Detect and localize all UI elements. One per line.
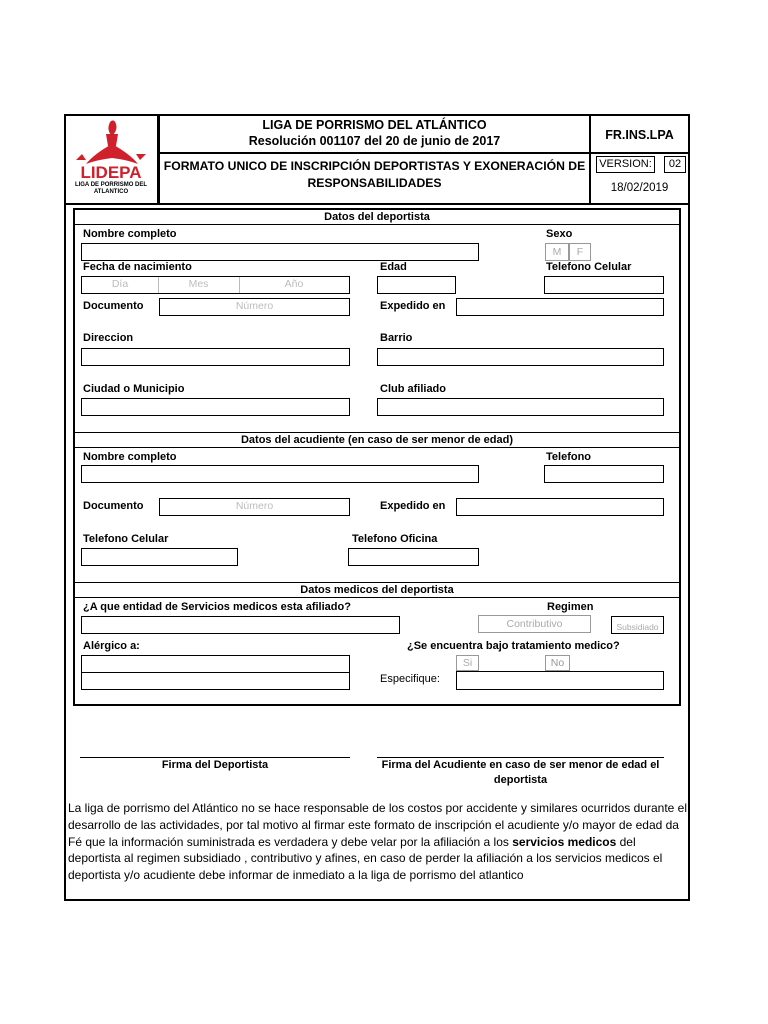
regime-label: Regimen [547, 601, 594, 613]
form-code: FR.INS.LPA [605, 128, 674, 142]
document-label: Documento [83, 300, 144, 312]
allergic-input-1[interactable] [81, 655, 350, 673]
title-cell-top [158, 114, 591, 154]
sex-label: Sexo [546, 228, 573, 240]
city-input[interactable] [81, 398, 350, 416]
disclaimer-text-2: del deportista al regimen subsidiado , contributivo y afines, en caso de perder la afiliación a los servicios medicos el deportista y/o acudiente debe informar de inmediato a la liga de porrismo del atlantico [68, 834, 663, 883]
entity-label: ¿A que entidad de Servicios medicos esta afiliado? [83, 601, 351, 613]
guardian-cell-input[interactable] [81, 548, 238, 566]
specify-input[interactable] [456, 671, 664, 690]
guardian-document-input[interactable] [159, 498, 350, 516]
athlete-section-title: Datos del deportista [73, 209, 681, 225]
guardian-issued-input[interactable] [456, 498, 664, 516]
birth-label: Fecha de nacimiento [83, 261, 192, 273]
guardian-signature-label: Firma del Acudiente en caso de ser menor de edad el deportista [381, 759, 660, 786]
issued-input[interactable] [456, 298, 664, 316]
neighborhood-label: Barrio [380, 332, 413, 344]
guardian-phone-label: Telefono [546, 451, 592, 463]
code-cell [589, 114, 690, 154]
athlete-signature-line[interactable] [80, 757, 350, 758]
city-label: Ciudad o Municipio [83, 383, 185, 395]
year-placeholder: Año [284, 278, 304, 290]
sex-m-option[interactable]: M [545, 243, 569, 261]
neighborhood-input[interactable] [377, 348, 664, 366]
guardian-cell-label: Telefono Celular [83, 533, 169, 545]
club-label: Club afiliado [380, 383, 446, 395]
month-placeholder: Mes [188, 278, 209, 290]
version-value: 02 [664, 156, 686, 173]
allergic-input-2[interactable] [81, 672, 350, 690]
version-cell [589, 152, 690, 205]
athlete-signature-label: Firma del Deportista [161, 759, 269, 771]
treatment-yes-option[interactable]: Si [456, 655, 479, 671]
document-input[interactable] [159, 298, 350, 316]
cell-label: Telefono Celular [546, 261, 632, 273]
resolution-text: Resolución 001107 del 20 de junio de 2017 [248, 134, 501, 148]
medical-section-title: Datos medicos del deportista [73, 582, 681, 598]
age-label: Edad [380, 261, 407, 273]
disclaimer-bold: servicios medicos [512, 834, 617, 849]
svg-text:ATLANTICO: ATLANTICO [93, 189, 129, 195]
guardian-office-input[interactable] [348, 548, 479, 566]
torch-flame-icon [108, 120, 116, 136]
address-input[interactable] [81, 348, 350, 366]
treatment-no-option[interactable]: No [545, 655, 570, 671]
guardian-office-label: Telefono Oficina [352, 533, 438, 545]
regime-subsidiado-option[interactable] [611, 616, 664, 634]
sex-f-option[interactable]: F [569, 243, 591, 261]
form-title: FORMATO UNICO DE INSCRIPCIÓN DEPORTISTAS Y EXONERACIÓN DE RESPONSABILIDADES [163, 159, 586, 190]
club-input[interactable] [377, 398, 664, 416]
athlete-name-input[interactable] [81, 243, 479, 261]
guardian-name-input[interactable] [81, 465, 479, 483]
logo-cell [64, 114, 159, 205]
guardian-section-title: Datos del acudiente (en caso de ser menor de edad) [73, 432, 681, 448]
birth-date-input[interactable] [81, 276, 350, 294]
document-placeholder: Número [235, 300, 274, 312]
form-date: 18/02/2019 [610, 182, 669, 194]
specify-label: Especifique: [380, 673, 440, 685]
issued-label: Expedido en [380, 300, 446, 312]
disclaimer-text-1: La liga de porrismo del Atlántico no se hace responsable de los costos por accidente y similares ocurridos durante el desarrollo de las actividades, por tal motivo al firmar este formato de inscripción el acudiente y/o mayor de edad da Fé que la información suministrada es verdadera y debe velar por la afiliación a los [68, 801, 688, 849]
guardian-issued-label: Expedido en [380, 500, 446, 512]
athlete-name-label: Nombre completo [83, 228, 177, 240]
org-title: LIGA DE PORRISMO DEL ATLÁNTICO [262, 118, 487, 132]
guardian-name-label: Nombre completo [83, 451, 177, 463]
svg-text:LIGA DE PORRISMO DEL: LIGA DE PORRISMO DEL [74, 182, 148, 188]
title-cell-bottom [158, 152, 591, 205]
guardian-document-label: Documento [83, 500, 144, 512]
age-input[interactable] [377, 276, 456, 294]
address-label: Direccion [83, 332, 134, 344]
cell-input[interactable] [544, 276, 664, 294]
version-label: VERSION: [596, 156, 655, 173]
disclaimer [68, 800, 688, 884]
subsidiado-text: Subsidiado [616, 622, 659, 632]
entity-input[interactable] [81, 616, 400, 634]
regime-contributivo-option[interactable]: Contributivo [478, 615, 591, 633]
allergic-label: Alérgico a: [83, 640, 140, 652]
guardian-document-placeholder: Número [235, 500, 274, 512]
day-placeholder: Día [111, 278, 129, 290]
logo-text: LIDEPA [80, 163, 142, 182]
guardian-phone-input[interactable] [544, 465, 664, 483]
lidepa-logo [66, 116, 157, 203]
treatment-label: ¿Se encuentra bajo tratamiento medico? [407, 640, 620, 652]
